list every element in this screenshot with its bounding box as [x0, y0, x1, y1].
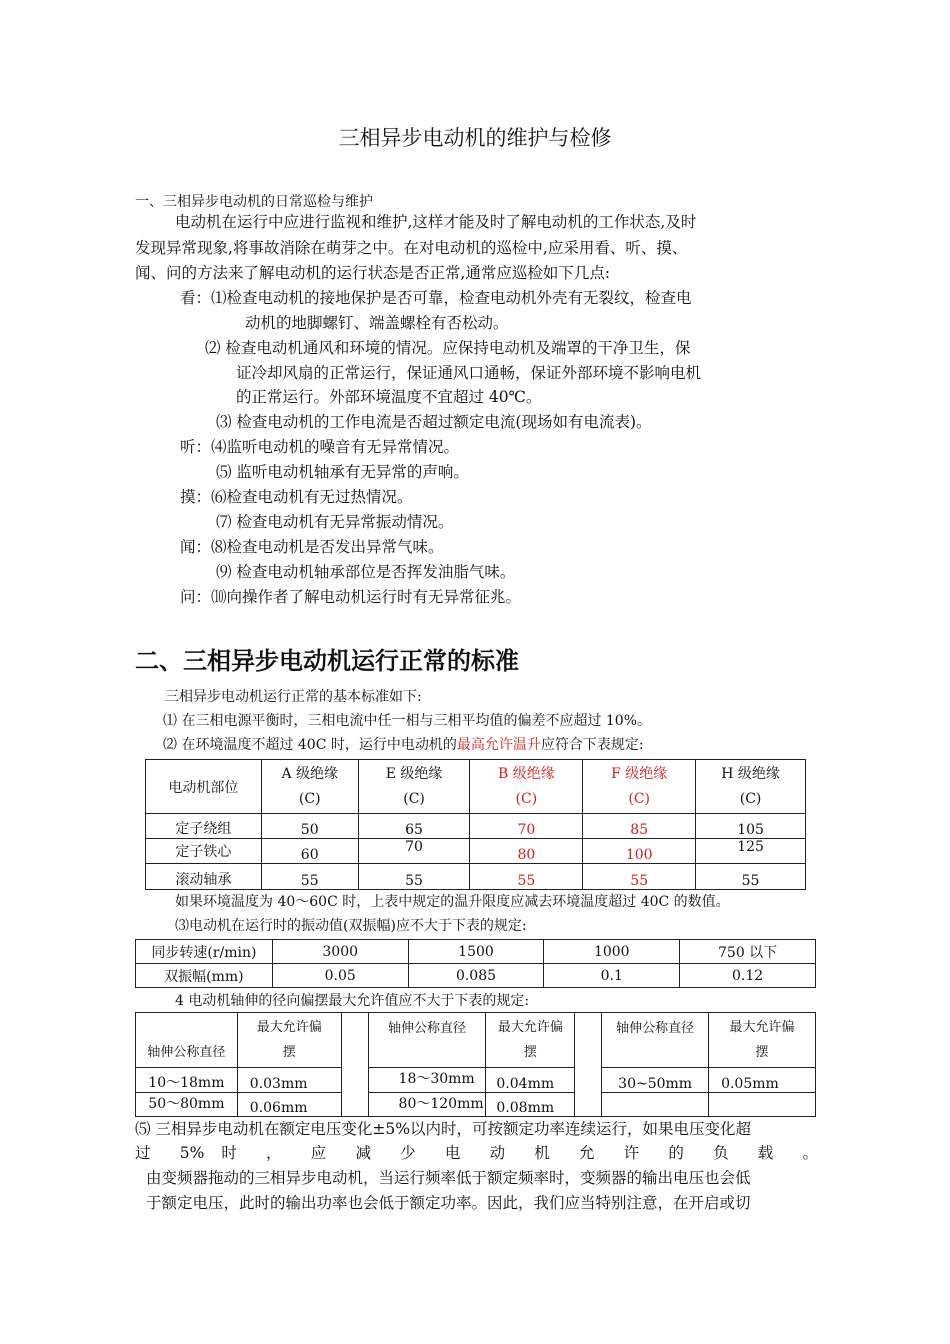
standard-2	[163, 734, 644, 756]
table-header-cell: 最大允许偏 摆	[486, 1013, 575, 1068]
check-item-9: ⑼ 检查电动机轴承部位是否挥发油脂气味。	[216, 563, 516, 581]
table-cell: 0.05	[272, 964, 408, 988]
check-item-3: ⑶ 检查电动机的工作电流是否超过额定电流(现场如有电流表)。	[216, 413, 652, 431]
table-row	[136, 1068, 816, 1093]
standard-5-line2: 过 5% 时 ， 应 减 少 电 动 机 允 许 的 负 载 。	[135, 1144, 818, 1162]
table-cell: 65	[358, 814, 470, 839]
table-cell: 750 以下	[680, 940, 816, 964]
standard-4: 4 电动机轴伸的径向偏摆最大允许值应不大于下表的规定:	[175, 993, 530, 1009]
table-cell: 10〜18mm	[136, 1068, 238, 1093]
check-item-2-cont2: 的正常运行。外部环境温度不宜超过 40℃。	[236, 388, 542, 406]
table-cell: 0.06mm	[237, 1093, 341, 1117]
table-cell: 80	[470, 839, 583, 864]
standard-2-text: ⑵ 在环境温度不超过 40C 时，运行中电动机的	[163, 737, 457, 753]
table-cell: 18〜30mm	[368, 1068, 486, 1093]
row-label: 定子铁心	[146, 839, 262, 864]
table-cell: 55	[696, 864, 806, 890]
check-item-2: ⑵ 检查电动机通风和环境的情况。应保持电动机及端罩的干净卫生，保	[205, 339, 691, 357]
table-header-cell: 轴伸公称直径	[136, 1013, 238, 1068]
section1-intro-line2: 发现异常现象,将事故消除在萌芽之中。在对电动机的巡检中,应采用看、听、摸、	[135, 239, 688, 257]
standard-2-highlight: 最高允许温升	[456, 737, 541, 753]
row-label: 同步转速(r/min)	[136, 940, 273, 964]
table-cell: 70	[470, 814, 583, 839]
vibration-table	[135, 939, 816, 988]
check-item-7: ⑺ 检查电动机有无异常振动情况。	[216, 513, 454, 531]
check-item-1-cont: 动机的地脚螺钉、端盖螺栓有否松动。	[245, 314, 509, 332]
table-header-cell: B 级绝缘 (C)	[470, 760, 583, 814]
table-header-cell: E 级绝缘 (C)	[358, 760, 470, 814]
check-item-1: 看：⑴检查电动机的接地保护是否可靠，检查电动机外壳有无裂纹，检查电	[180, 289, 692, 307]
check-item-6: 摸：⑹检查电动机有无过热情况。	[180, 488, 413, 506]
check-item-5: ⑸ 监听电动机轴承有无异常的声响。	[216, 463, 469, 481]
table-spacer	[575, 1013, 602, 1117]
table-cell: 0.1	[544, 964, 680, 988]
table-cell: 105	[696, 814, 806, 839]
table-cell: 1500	[408, 940, 544, 964]
table-cell: 0.08mm	[486, 1093, 575, 1117]
standard-1: ⑴ 在三相电源平衡时，三相电流中任一相与三相平均值的偏差不应超过 10%。	[163, 713, 652, 729]
table-header-cell: 最大允许偏 摆	[237, 1013, 341, 1068]
table-row	[136, 940, 816, 964]
table-row	[136, 1093, 816, 1117]
row-label: 定子绕组	[146, 814, 262, 839]
table-header-cell: 轴伸公称直径	[368, 1013, 486, 1068]
table-header-cell: 轴伸公称直径	[602, 1013, 709, 1068]
table-corner: 电动机部位	[146, 760, 262, 814]
table-cell: 100	[583, 839, 696, 864]
table-cell: 125	[696, 839, 806, 864]
table-cell: 55	[261, 864, 358, 890]
table-header-cell: 最大允许偏 摆	[709, 1013, 816, 1068]
table-cell: 50	[261, 814, 358, 839]
table-cell: 50〜80mm	[136, 1093, 238, 1117]
table-row	[146, 839, 806, 864]
table-header-cell: A 级绝缘 (C)	[261, 760, 358, 814]
shaft-runout-table	[135, 1012, 816, 1117]
table-cell: 70	[358, 839, 470, 864]
table-cell: 0.03mm	[237, 1068, 341, 1093]
table-cell: 30~50mm	[602, 1068, 709, 1093]
table-spacer	[341, 1013, 368, 1117]
row-label: 双振幅(mm)	[136, 964, 273, 988]
section2-intro: 三相异步电动机运行正常的基本标准如下:	[165, 689, 422, 705]
table-cell: 55	[470, 864, 583, 890]
standard-2-text-end: 应符合下表规定:	[540, 737, 644, 753]
check-item-2-cont1: 证冷却风扇的正常运行，保证通风口通畅，保证外部环境不影响电机	[236, 364, 702, 382]
row-label: 滚动轴承	[146, 864, 262, 890]
check-item-8: 闻：⑻检查电动机是否发出异常气味。	[180, 538, 444, 556]
table-cell: 0.085	[408, 964, 544, 988]
table-cell: 0.05mm	[709, 1068, 816, 1093]
table-cell	[602, 1093, 709, 1117]
table-cell: 0.12	[680, 964, 816, 988]
temperature-note: 如果环境温度为 40〜60C 时，上表中规定的温升限度应减去环境温度超过 40C 的数值。	[175, 894, 730, 910]
table-header-cell: F 级绝缘 (C)	[583, 760, 696, 814]
inverter-note-line2: 于额定电压，此时的输出功率也会低于额定功率。因此，我们应当特别注意，在开启或切	[146, 1194, 751, 1212]
table-cell: 55	[583, 864, 696, 890]
temperature-rise-table	[145, 759, 806, 890]
check-item-10: 问：⑽向操作者了解电动机运行时有无异常征兆。	[180, 588, 522, 606]
check-item-4: 听：⑷监听电动机的噪音有无异常情况。	[180, 438, 460, 456]
table-cell: 85	[583, 814, 696, 839]
table-cell	[709, 1093, 816, 1117]
section1-intro-line1: 电动机在运行中应进行监视和维护,这样才能及时了解电动机的工作状态,及时	[175, 213, 697, 231]
page-title: 三相异步电动机的维护与检修	[338, 126, 612, 150]
table-header-row	[136, 1013, 816, 1068]
table-row	[146, 864, 806, 890]
inverter-note-line1: 由变频器拖动的三相异步电动机，当运行频率低于额定频率时，变频器的输出电压也会低	[146, 1169, 751, 1187]
table-cell: 55	[358, 864, 470, 890]
table-cell: 1000	[544, 940, 680, 964]
table-cell: 80〜120mm	[368, 1093, 486, 1117]
standard-5-line1: ⑸ 三相异步电动机在额定电压变化±5%以内时，可按额定功率连续运行，如果电压变化超	[135, 1120, 752, 1138]
table-cell: 0.04mm	[486, 1068, 575, 1093]
table-row	[136, 964, 816, 988]
table-cell: 60	[261, 839, 358, 864]
section2-heading: 二、三相异步电动机运行正常的标准	[135, 647, 519, 675]
section1-heading: 一、三相异步电动机的日常巡检与维护	[135, 194, 373, 210]
table-header-cell: H 级绝缘 (C)	[696, 760, 806, 814]
standard-3: ⑶电动机在运行时的振动值(双振幅)应不大于下表的规定:	[175, 918, 527, 934]
table-cell: 3000	[272, 940, 408, 964]
section1-intro-line3: 闻、问的方法来了解电动机的运行状态是否正常,通常应巡检如下几点:	[135, 264, 611, 282]
table-row	[146, 814, 806, 839]
